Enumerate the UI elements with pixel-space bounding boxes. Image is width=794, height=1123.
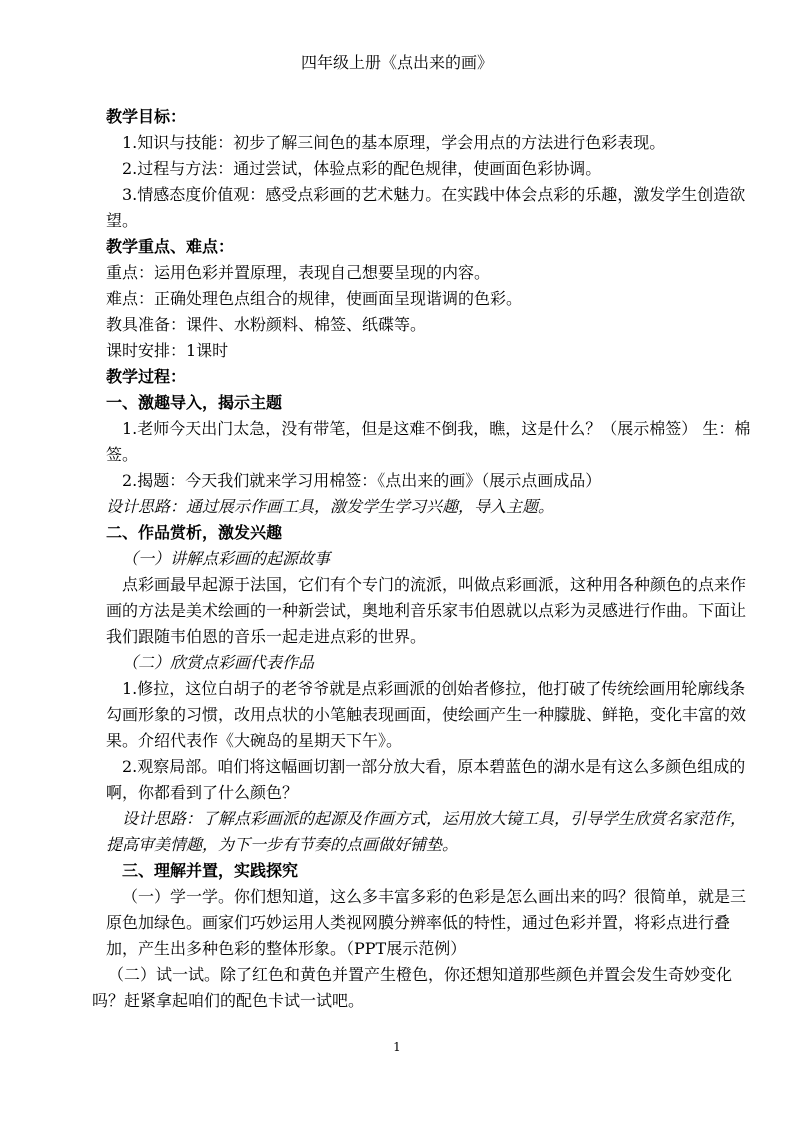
document-title: 四年级上册《点出来的画》 bbox=[300, 53, 493, 72]
section-1-heading: 一、激趣导入，揭示主题 bbox=[106, 393, 283, 412]
document-body bbox=[92, 104, 754, 1014]
difficult-point: 难点：正确处理色点组合的规律，使画面呈现谐调的色彩。 bbox=[106, 289, 523, 308]
section-3-para: （一）学一学。你们想知道，这么多丰富多彩的色彩是怎么画出来的吗？很简单，就是三原色加绿色。画家们巧妙运用人类视网膜分辨率低的特性，通过色彩并置，将彩点进行叠加，产生出多种色彩的整体形象。（PPT展示范例） bbox=[106, 887, 747, 958]
goal-item: 2.过程与方法：通过尝试，体验点彩的配色规律，使画面色彩协调。 bbox=[122, 159, 602, 178]
subsection-heading: （一）讲解点彩画的起源故事 bbox=[122, 549, 331, 568]
section-3-para: （二）试一试。除了红色和黄色并置产生橙色，你还想知道那些颜色并置会发生奇妙变化吗？赶紧拿起咱们的配色卡试一试吧。 bbox=[92, 965, 733, 1010]
goal-item: 1.知识与技能：初步了解三间色的基本原理，学会用点的方法进行色彩表现。 bbox=[122, 133, 666, 152]
schedule: 课时安排：1课时 bbox=[106, 341, 229, 360]
design-note: 设计思路：通过展示作画工具，激发学生学习兴趣，导入主题。 bbox=[106, 497, 555, 516]
section-1-para: 2.揭题：今天我们就来学习用棉签：《点出来的画》（展示点画成品） bbox=[122, 471, 602, 490]
key-point: 重点：运用色彩并置原理，表现自己想要呈现的内容。 bbox=[106, 263, 491, 282]
page-number: 1 bbox=[393, 1040, 401, 1054]
keypoints-heading: 教学重点、难点： bbox=[106, 237, 235, 256]
goals-heading: 教学目标： bbox=[106, 107, 187, 126]
section-2-para: 点彩画最早起源于法国，它们有个专门的流派，叫做点彩画派，这种用各种颜色的点来作画的方法是美术绘画的一种新尝试，奥地利音乐家韦伯恩就以点彩为灵感进行作曲。下面让我们跟随韦伯恩的音乐一起走进点彩的世界。 bbox=[106, 575, 747, 646]
subsection-heading: （二）欣赏点彩画代表作品 bbox=[122, 653, 315, 672]
section-3-heading: 三、理解并置，实践探究 bbox=[122, 861, 299, 880]
section-2-heading: 二、作品赏析，激发兴趣 bbox=[106, 523, 283, 542]
process-heading: 教学过程： bbox=[106, 367, 187, 386]
section-1-para: 1.老师今天出门太急，没有带笔，但是这难不倒我，瞧，这是什么？（展示棉签） 生：棉签。 bbox=[106, 419, 751, 464]
materials: 教具准备：课件、水粉颜料、棉签、纸碟等。 bbox=[106, 315, 427, 334]
goal-item: 3.情感态度价值观：感受点彩画的艺术魅力。在实践中体会点彩的乐趣，激发学生创造欲望。 bbox=[106, 185, 746, 230]
section-2-para: 1.修拉，这位白胡子的老爷爷就是点彩画派的创始者修拉，他打破了传统绘画用轮廓线条勾画形象的习惯，改用点状的小笔触表现画面，使绘画产生一种朦胧、鲜艳，变化丰富的效果。介绍代表作《大碗岛的星期天下午》。 bbox=[106, 679, 747, 750]
design-note: 设计思路：了解点彩画派的起源及作画方式，运用放大镜工具，引导学生欣赏名家范作，提高审美情趣，为下一步有节奏的点画做好铺垫。 bbox=[106, 809, 747, 854]
section-2-para: 2.观察局部。咱们将这幅画切割一部分放大看，原本碧蓝色的湖水是有这么多颜色组成的啊，你都看到了什么颜色？ bbox=[106, 757, 746, 802]
